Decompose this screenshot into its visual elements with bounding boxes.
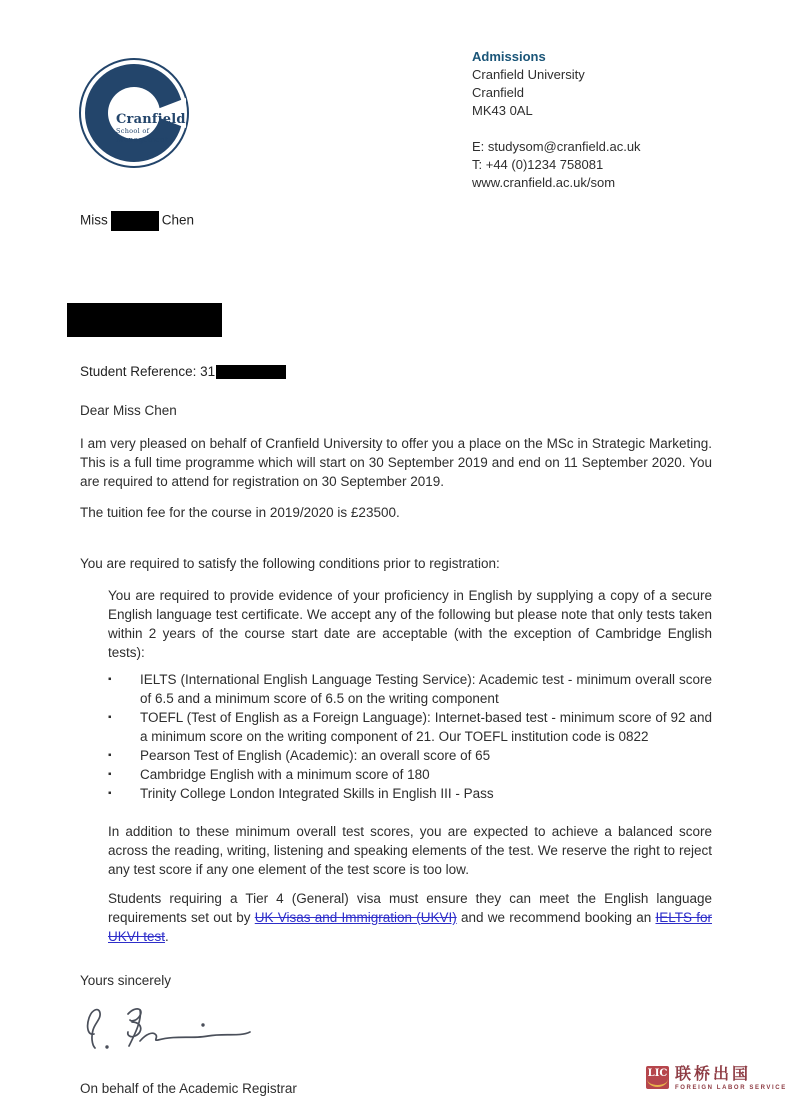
- logo-line-cranfield: Cranfield: [116, 112, 186, 127]
- list-item-text: IELTS (International English Language Testing Service): Academic test - minimum overall score of 6.5 and a minimum score of 6.5 on the writing component: [140, 672, 712, 706]
- visa-text-between: and we recommend booking an: [456, 910, 656, 925]
- link-ielts-ukvi-test[interactable]: IELTS for UKVI test: [108, 910, 712, 944]
- accepted-tests-list: [108, 670, 712, 803]
- paragraph-visa: [108, 889, 712, 946]
- bullet-icon: ▪: [108, 769, 112, 780]
- list-item-pearson: [108, 746, 712, 765]
- bullet-icon: ▪: [108, 712, 112, 723]
- sender-postcode: MK43 0AL: [472, 103, 533, 118]
- signoff: On behalf of the Academic Registrar: [80, 1081, 297, 1096]
- student-reference-label: Student Reference: 31: [80, 364, 216, 379]
- list-item-trinity: [108, 784, 712, 803]
- logo-wordmark: [116, 113, 188, 143]
- sender-phone: T: +44 (0)1234 758081: [472, 157, 604, 172]
- list-item-text: Cambridge English with a minimum score of 180: [140, 767, 430, 782]
- lic-abbr-text: LIC: [647, 1068, 668, 1079]
- agency-subtitle: FOREIGN LABOR SERVICE: [675, 1085, 787, 1091]
- paragraph-balanced-score: In addition to these minimum overall test scores, you are expected to achieve a balanced score across the reading, writing, listening and speaking elements of the test. We reserve the right to reject any test score if any one element of the test score is too low.: [108, 824, 712, 877]
- paragraph-english-requirement: You are required to provide evidence of your proficiency in English by supplying a copy of a secure English language test certificate. We accept any of the following but please note that only tests taken within 2 years of the course start date are acceptable (with the exception of Cambridge English tests):: [108, 588, 712, 660]
- bullet-icon: ▪: [108, 788, 112, 799]
- list-item-cambridge: [108, 765, 712, 784]
- list-item-text: Trinity College London Integrated Skills in English III - Pass: [140, 786, 494, 801]
- signature: [82, 1000, 260, 1062]
- recipient-name-line: [80, 211, 194, 231]
- redaction-address-block: [67, 303, 222, 337]
- list-item-text: TOEFL (Test of English as a Foreign Language): Internet-based test - minimum score of 92 and a minimum score on the writing component of 21. Our TOEFL institution code is 0822: [140, 710, 712, 744]
- paragraph-offer: I am very pleased on behalf of Cranfield University to offer you a place on the MSc in Strategic Marketing. This is a full time programme which will start on 30 September 2019 and end on 11 September 2020. You are required to attend for registration on 30 September 2019.: [80, 436, 712, 489]
- paragraph-conditions-intro: You are required to satisfy the following conditions prior to registration:: [80, 556, 500, 571]
- student-reference-line: [80, 364, 286, 379]
- bullet-icon: ▪: [108, 674, 112, 685]
- agency-logo: [646, 1066, 787, 1091]
- paragraph-tuition-fee: The tuition fee for the course in 2019/2020 is £23500.: [80, 505, 400, 520]
- list-item-text: Pearson Test of English (Academic): an overall score of 65: [140, 748, 491, 763]
- list-item-toefl: [108, 708, 712, 746]
- bullet-icon: ▪: [108, 750, 112, 761]
- sender-org: Cranfield University: [472, 67, 585, 82]
- logo-line-management: Management: [116, 134, 169, 144]
- lic-icon: [646, 1066, 669, 1089]
- logo-line-school-of: School of: [116, 127, 150, 135]
- lic-swoosh-icon: [647, 1079, 668, 1087]
- sender-department: Admissions: [472, 49, 546, 64]
- redaction-first-name: [111, 211, 159, 231]
- visa-text-before: Students requiring a Tier 4 (General) visa must ensure they can meet the English language requirements set out by: [108, 891, 712, 925]
- agency-name-chinese: 联桥出国: [675, 1066, 752, 1083]
- sender-website: www.cranfield.ac.uk/som: [472, 175, 616, 190]
- recipient-prefix: Miss: [80, 212, 108, 228]
- list-item-ielts: [108, 670, 712, 708]
- redaction-reference-number: [216, 365, 286, 379]
- sender-email: E: studysom@cranfield.ac.uk: [472, 139, 641, 154]
- recipient-surname: Chen: [161, 212, 195, 228]
- visa-text-after: .: [165, 929, 169, 944]
- valediction: Yours sincerely: [80, 973, 172, 988]
- sender-address-block: [472, 48, 722, 192]
- sender-city: Cranfield: [472, 85, 525, 100]
- salutation: Dear Miss Chen: [80, 403, 177, 418]
- cranfield-logo: [79, 58, 189, 168]
- link-uk-visas-immigration[interactable]: UK Visas and Immigration (UKVI): [254, 910, 457, 925]
